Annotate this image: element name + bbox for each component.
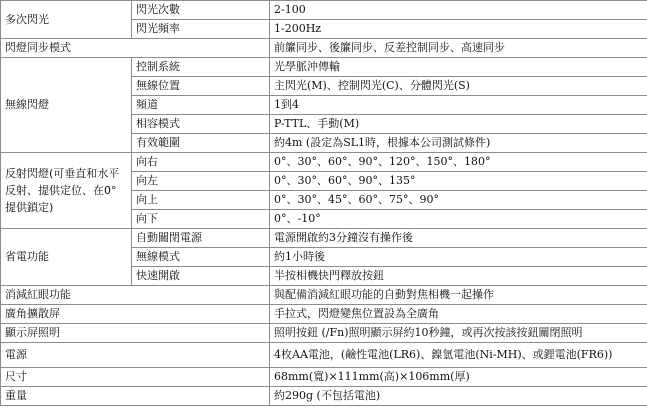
wireless-mode-label: 無線模式 — [132, 248, 270, 267]
bounce-down-label: 向下 — [132, 210, 270, 229]
quick-on-value: 半按相機快門釋放按鈕 — [270, 267, 647, 286]
control-system-value: 光學脈沖傳輸 — [270, 58, 647, 77]
table-row — [1, 387, 647, 406]
wide-panel-value: 手拉式，閃燈變焦位置設為全廣角 — [270, 305, 647, 324]
table-row — [1, 324, 647, 343]
flash-freq-value: 1-200Hz — [270, 20, 647, 39]
bounce-right-value: 0°、30°、60°、90°、120°、150°、180° — [270, 153, 647, 172]
bounce-left-label: 向左 — [132, 172, 270, 191]
bounce-down-value: 0°、-10° — [270, 210, 647, 229]
table-row — [1, 153, 647, 172]
display-light-value: 照明按鈕 (/Fn)照明顯示屏約10秒鐘，或再次按該按鈕關閉照明 — [270, 324, 647, 343]
table-row — [1, 286, 647, 305]
wireless-mode-value: 約1小時後 — [270, 248, 647, 267]
red-eye-value: 與配備消減紅眼功能的自動對焦相機一起操作 — [270, 286, 647, 305]
flash-count-value: 2-100 — [270, 1, 647, 20]
wireless-position-label: 無線位置 — [132, 77, 270, 96]
table-row — [1, 368, 647, 387]
channel-label: 頻道 — [132, 96, 270, 115]
table-row — [1, 39, 647, 58]
compat-mode-label: 相容模式 — [132, 115, 270, 134]
multi-flash-label: 多次閃光 — [1, 1, 132, 39]
power-label: 電源 — [1, 343, 270, 368]
control-system-label: 控制系統 — [132, 58, 270, 77]
size-label: 尺寸 — [1, 368, 270, 387]
table-row — [1, 1, 647, 20]
bounce-up-label: 向上 — [132, 191, 270, 210]
channel-value: 1到4 — [270, 96, 647, 115]
range-value: 約4m (設定為SL1時，根據本公司測試條件) — [270, 134, 647, 153]
flash-freq-label: 閃光頻率 — [132, 20, 270, 39]
table-row — [1, 343, 647, 368]
auto-off-value: 電源開啟約3分鐘沒有操作後 — [270, 229, 647, 248]
flash-count-label: 閃光次數 — [132, 1, 270, 20]
wireless-position-value: 主閃光(M)、控制閃光(C)、分體閃光(S) — [270, 77, 647, 96]
compat-mode-value: P-TTL、手動(M) — [270, 115, 647, 134]
sync-mode-value: 前簾同步、後簾同步、反差控制同步、高速同步 — [270, 39, 647, 58]
power-save-label: 省電功能 — [1, 229, 132, 286]
wide-panel-label: 廣角擴散屏 — [1, 305, 270, 324]
auto-off-label: 自動關閉電源 — [132, 229, 270, 248]
power-value: 4枚AA電池，(鹼性電池(LR6)、鎳氫電池(Ni-MH)、或鋰電池(FR6)) — [270, 343, 647, 368]
display-light-label: 顯示屏照明 — [1, 324, 270, 343]
bounce-right-label: 向右 — [132, 153, 270, 172]
weight-value: 約290g (不包括電池) — [270, 387, 647, 406]
table-row — [1, 229, 647, 248]
size-value: 68mm(寬)×111mm(高)×106mm(厚) — [270, 368, 647, 387]
range-label: 有效範圍 — [132, 134, 270, 153]
bounce-left-value: 0°、30°、60°、90°、135° — [270, 172, 647, 191]
sync-mode-label: 閃燈同步模式 — [1, 39, 270, 58]
bounce-label: 反射閃燈(可垂直和水平反射、提供定位、在0°提供鎖定) — [1, 153, 132, 229]
quick-on-label: 快速開啟 — [132, 267, 270, 286]
table-row — [1, 58, 647, 77]
table-row — [1, 305, 647, 324]
wireless-label: 無線閃燈 — [1, 58, 132, 153]
weight-label: 重量 — [1, 387, 270, 406]
red-eye-label: 消減紅眼功能 — [1, 286, 270, 305]
bounce-up-value: 0°、30°、45°、60°、75°、90° — [270, 191, 647, 210]
